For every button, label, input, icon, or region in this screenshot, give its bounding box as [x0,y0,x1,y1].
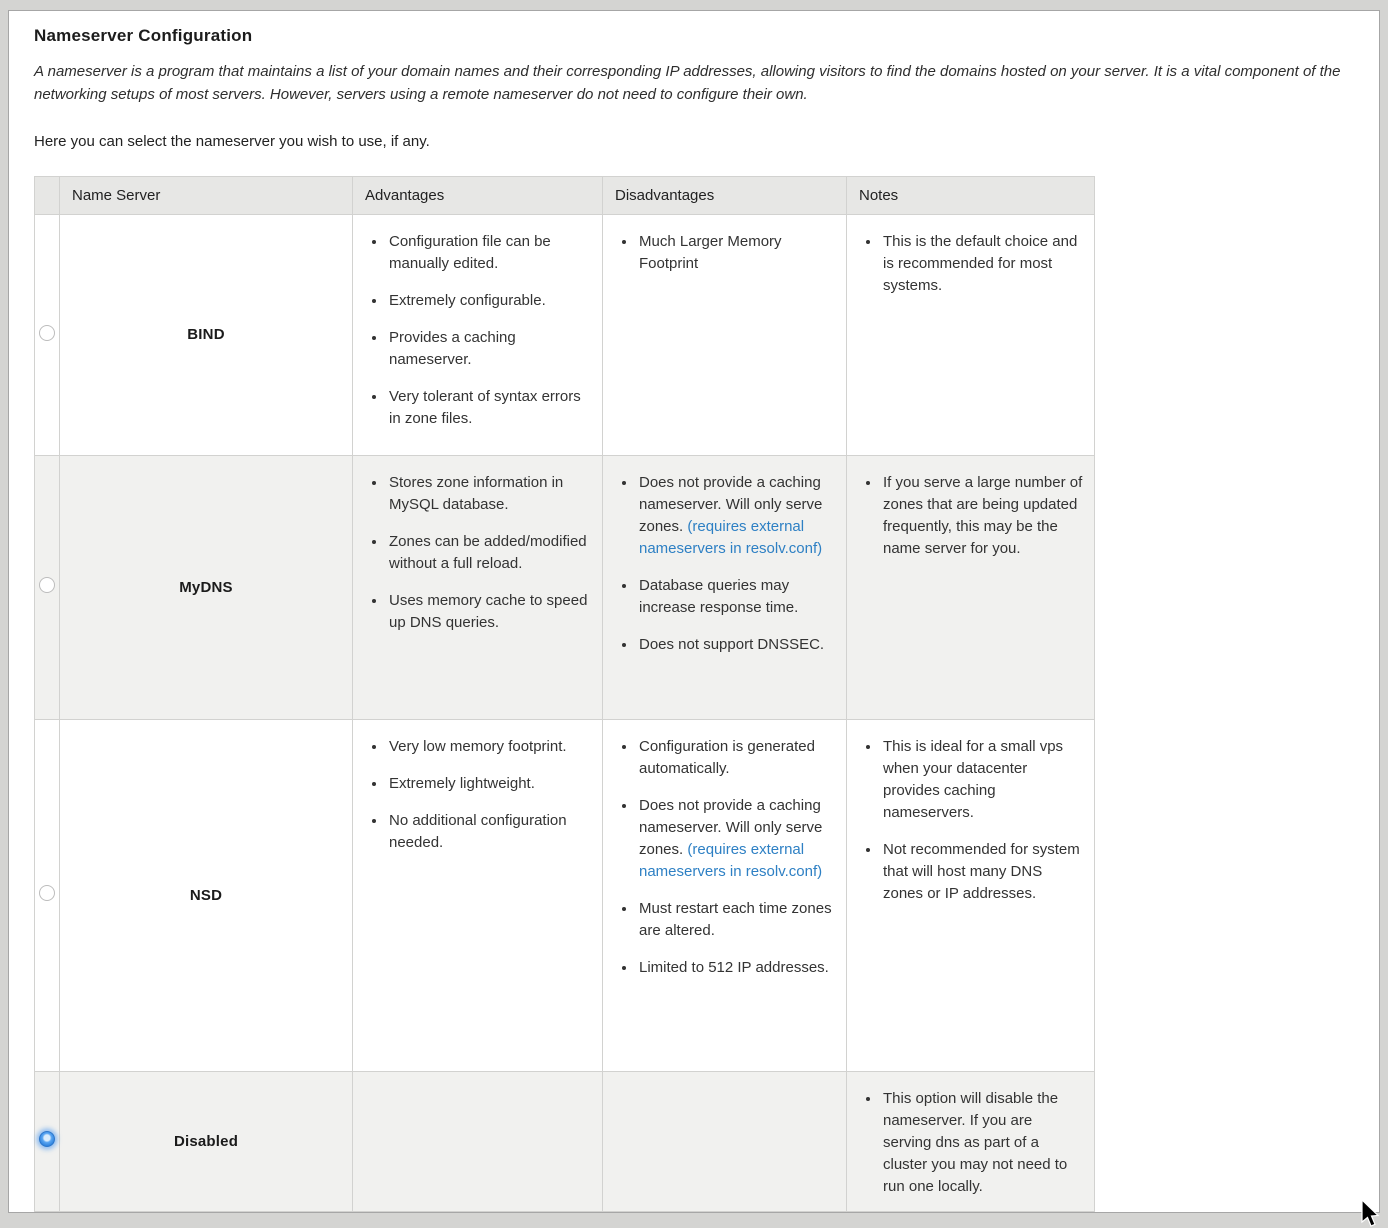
radio-cell-mydns [35,455,60,719]
list-item [881,1088,1084,1198]
list-item [387,386,592,430]
page-description: A nameserver is a program that maintains a list of your domain names and their corresponding IP addresses, allowing visitors to find the domains hosted on your server. It is a vital component of the networking setups of most servers. However, servers using a remote nameserver do not need to configure their own. [34,63,1341,104]
radio-cell-disabled [35,1071,60,1211]
notes-cell [847,214,1095,455]
advantages-list [363,472,592,634]
notes-list [857,472,1084,560]
list-item [387,773,592,795]
notes-list [857,1088,1084,1198]
list-item [637,898,836,942]
list-item-text: Must restart each time zones are altered. [639,899,832,939]
disadvantages-cell [603,719,847,1071]
notes-cell [847,719,1095,1071]
advantages-cell [353,455,603,719]
list-item [637,736,836,780]
list-item [637,575,836,619]
list-item-text: This is the default choice and is recommended for most systems. [883,232,1078,294]
radio-nsd[interactable] [39,885,55,901]
table-row-nsd [35,719,1095,1071]
list-item [387,231,592,275]
header-name-server: Name Server [60,176,353,214]
radio-mydns[interactable] [39,577,55,593]
list-item-text: Very low memory footprint. [389,737,567,755]
table-row-disabled [35,1071,1095,1211]
notes-cell [847,455,1095,719]
list-item [881,231,1084,297]
radio-disabled[interactable] [39,1131,55,1147]
list-item [881,472,1084,560]
radio-cell-nsd [35,719,60,1071]
list-item [637,795,836,883]
list-item-text: Configuration file can be manually edited. [389,232,551,272]
disadvantages-cell [603,455,847,719]
advantages-cell [353,214,603,455]
list-item [881,736,1084,824]
list-item-text: Uses memory cache to speed up DNS queries. [389,591,588,631]
nameserver-name: Disabled [60,1071,353,1211]
list-item-text: Limited to 512 IP addresses. [639,958,829,976]
advantages-list [363,736,592,854]
list-item-text: Does not provide a caching nameserver. Will only serve zones. [639,473,823,535]
page-title: Nameserver Configuration [34,26,253,45]
header-notes: Notes [847,176,1095,214]
nameserver-configuration-panel [8,10,1380,1213]
list-item-text: Zones can be added/modified without a full reload. [389,532,587,572]
disadvantages-cell [603,1071,847,1211]
nameserver-name: MyDNS [60,455,353,719]
list-item-text: Does not support DNSSEC. [639,635,825,653]
list-item-text: Configuration is generated automatically. [639,737,815,777]
list-item-text: Does not provide a caching nameserver. Will only serve zones. [639,796,823,858]
table-header-row [35,176,1095,214]
disadvantages-list [613,231,836,275]
list-item [387,472,592,516]
list-item-text: Database queries may increase response time. [639,576,799,616]
list-item [387,590,592,634]
notes-cell [847,1071,1095,1211]
list-item-text: This is ideal for a small vps when your datacenter provides caching nameservers. [883,737,1064,821]
notes-list [857,231,1084,297]
list-item-text: Extremely configurable. [389,291,546,309]
selection-prompt: Here you can select the nameserver you wish to use, if any. [34,132,430,150]
table-row-bind [35,214,1095,455]
list-item [387,736,592,758]
radio-cell-bind [35,214,60,455]
list-item [387,290,592,312]
list-item-text: Stores zone information in MySQL database. [389,473,564,513]
list-item-text: Much Larger Memory Footprint [639,232,782,272]
advantages-cell [353,1071,603,1211]
header-disadvantages: Disadvantages [603,176,847,214]
advantages-cell [353,719,603,1071]
list-item [387,531,592,575]
table-row-mydns [35,455,1095,719]
list-item-text: Very tolerant of syntax errors in zone files. [389,387,581,427]
list-item [637,634,836,656]
list-item-text: If you serve a large number of zones that are being updated frequently, this may be the name server for you. [883,473,1083,557]
list-item [881,839,1084,905]
list-item [637,957,836,979]
nameserver-name: NSD [60,719,353,1071]
radio-bind[interactable] [39,325,55,341]
resolv-conf-link[interactable]: (requires external nameservers in resolv.conf) [639,840,823,880]
list-item-text: No additional configuration needed. [389,811,567,851]
nameserver-table [34,176,1095,1212]
list-item [387,810,592,854]
list-item [637,472,836,560]
list-item [637,231,836,275]
header-radio-spacer [35,176,60,214]
notes-list [857,736,1084,905]
disadvantages-cell [603,214,847,455]
list-item-text: Extremely lightweight. [389,774,535,792]
advantages-list [363,231,592,430]
header-advantages: Advantages [353,176,603,214]
disadvantages-list [613,736,836,979]
resolv-conf-link[interactable]: (requires external nameservers in resolv.conf) [639,517,823,557]
list-item-text: Not recommended for system that will host many DNS zones or IP addresses. [883,840,1080,902]
list-item-text: This option will disable the nameserver. If you are serving dns as part of a cluster you may not need to run one locally. [883,1089,1068,1195]
nameserver-name: BIND [60,214,353,455]
list-item [387,327,592,371]
list-item-text: Provides a caching nameserver. [389,328,516,368]
disadvantages-list [613,472,836,656]
